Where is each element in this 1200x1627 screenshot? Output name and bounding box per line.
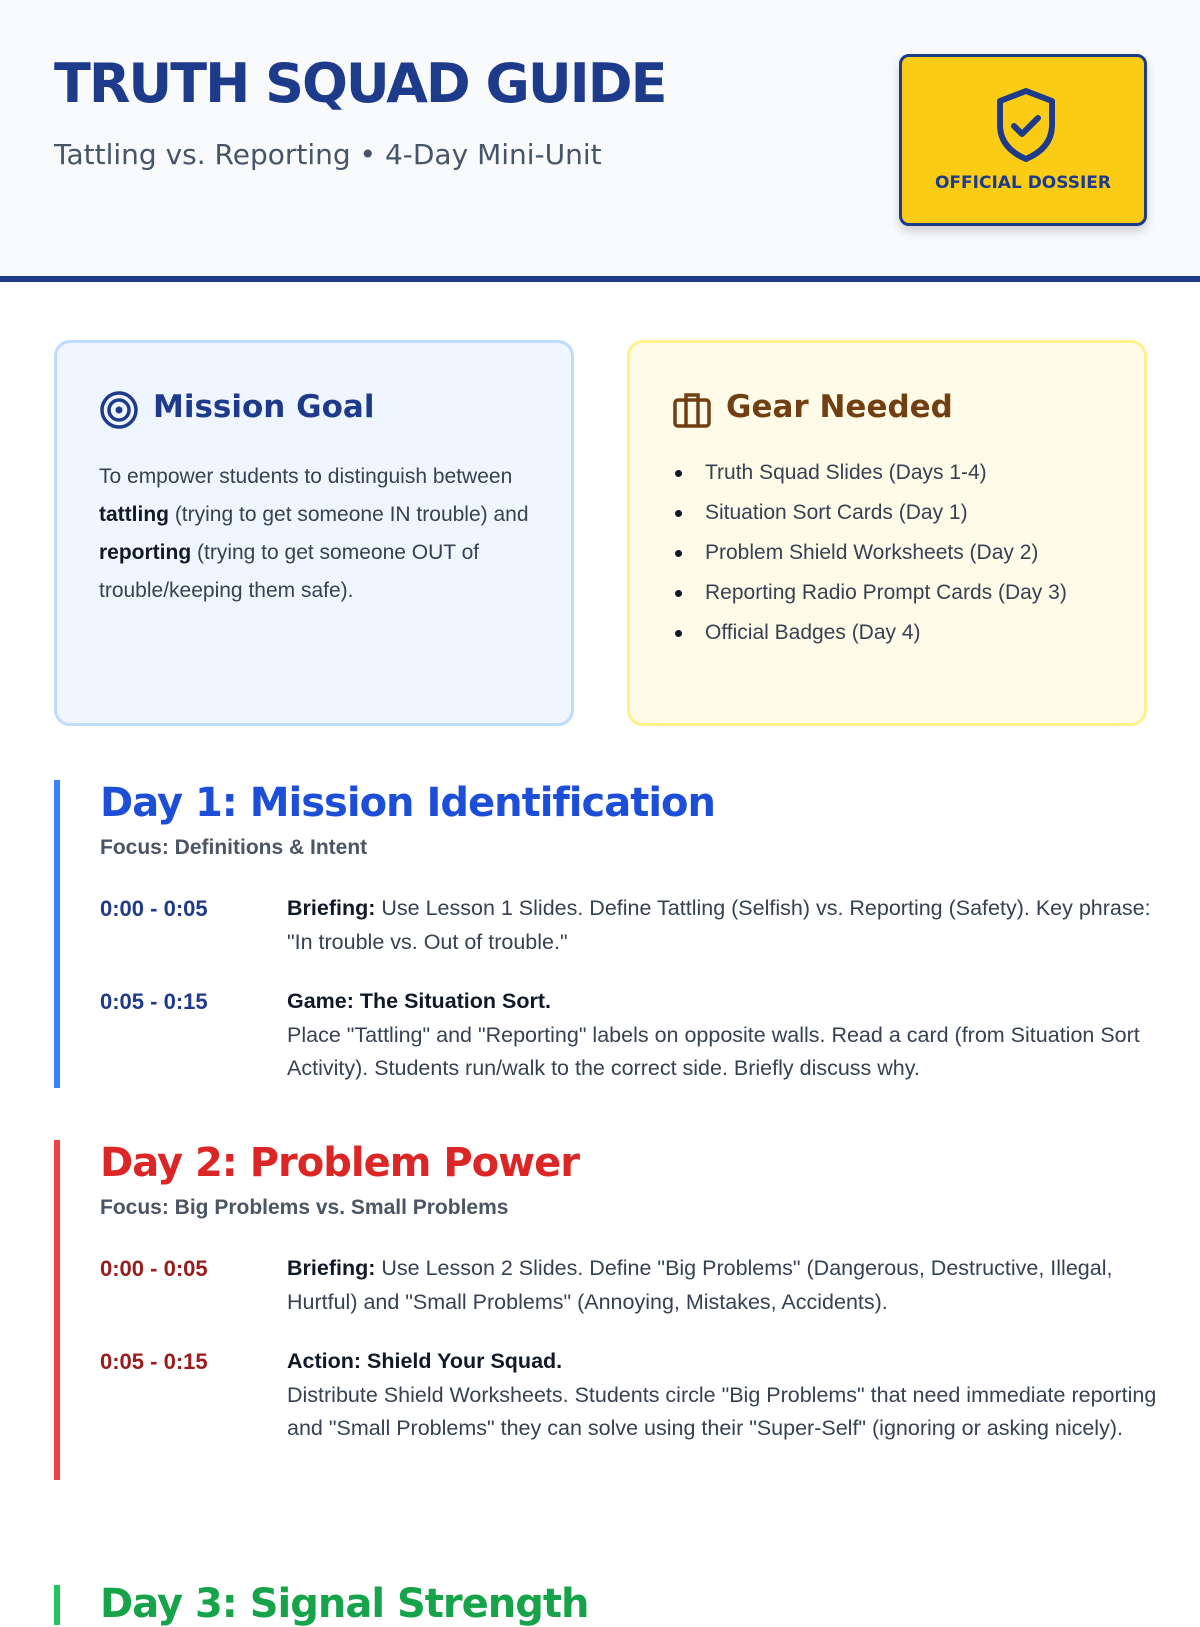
page-subtitle: Tattling vs. Reporting • 4-Day Mini-Unit [54, 138, 602, 171]
shield-check-icon [994, 87, 1058, 163]
day-2-section [54, 1140, 1157, 1480]
gear-item: Reporting Radio Prompt Cards (Day 3) [672, 576, 1112, 609]
activity-description: Briefing: Use Lesson 1 Slides. Define Tattling (Selfish) vs. Reporting (Safety). Key phrase: "In trouble vs. Out of trouble." [287, 896, 1151, 954]
day-2-focus: Focus: Big Problems vs. Small Problems [100, 1196, 509, 1219]
page-title: TRUTH SQUAD GUIDE [54, 52, 666, 115]
target-icon [99, 390, 139, 430]
official-dossier-badge [899, 54, 1147, 226]
day-1-title: Day 1: Mission Identification [100, 780, 716, 826]
mission-goal-text: To empower students to distinguish between tattling (trying to get someone IN trouble) and reporting (trying to get someone OUT of trouble/keeping them safe). [99, 465, 529, 602]
term-reporting: reporting [99, 541, 192, 564]
time-slot: 0:05 - 0:15 [100, 1349, 208, 1374]
mission-goal-title: Mission Goal [153, 389, 375, 425]
day-1-section [54, 780, 1150, 1088]
gear-list [672, 456, 1112, 656]
activity-heading: Game: The Situation Sort. [287, 989, 551, 1013]
mission-goal-card [54, 340, 574, 726]
time-slot: 0:00 - 0:05 [100, 1256, 208, 1281]
briefcase-icon [672, 390, 712, 430]
day-2-title: Day 2: Problem Power [100, 1140, 579, 1186]
gear-needed-title: Gear Needed [726, 389, 953, 425]
activity-heading: Action: Shield Your Squad. [287, 1349, 563, 1373]
gear-item: Problem Shield Worksheets (Day 2) [672, 536, 1112, 569]
badge-label: OFFICIAL DOSSIER [934, 173, 1112, 193]
gear-item: Official Badges (Day 4) [672, 616, 1112, 649]
day-1-focus: Focus: Definitions & Intent [100, 836, 368, 859]
page-header [0, 0, 1200, 282]
gear-needed-card [627, 340, 1147, 726]
time-slot: 0:00 - 0:05 [100, 896, 208, 921]
activity-description: Briefing: Use Lesson 2 Slides. Define "Big Problems" (Dangerous, Destructive, Illegal, Hurtful) and "Small Problems" (Annoying, Mistakes, Accidents). [287, 1256, 1113, 1314]
gear-item: Truth Squad Slides (Days 1-4) [672, 456, 1112, 489]
term-tattling: tattling [99, 503, 169, 526]
day-3-title: Day 3: Signal Strength [100, 1581, 589, 1627]
gear-item: Situation Sort Cards (Day 1) [672, 496, 1112, 529]
activity-description: Action: Shield Your Squad. Distribute Shield Worksheets. Students circle "Big Problems" that need immediate reporting and "Small Problems" they can solve using their "Super-Self" (ignoring or asking nicely). [287, 1345, 1157, 1446]
time-slot: 0:05 - 0:15 [100, 989, 208, 1014]
activity-description: Game: The Situation Sort. Place "Tattling" and "Reporting" labels on opposite walls. Read a card (from Situation Sort Activity). Students run/walk to the correct side. Briefly discuss why. [287, 985, 1157, 1086]
day-3-section [54, 1581, 1150, 1627]
